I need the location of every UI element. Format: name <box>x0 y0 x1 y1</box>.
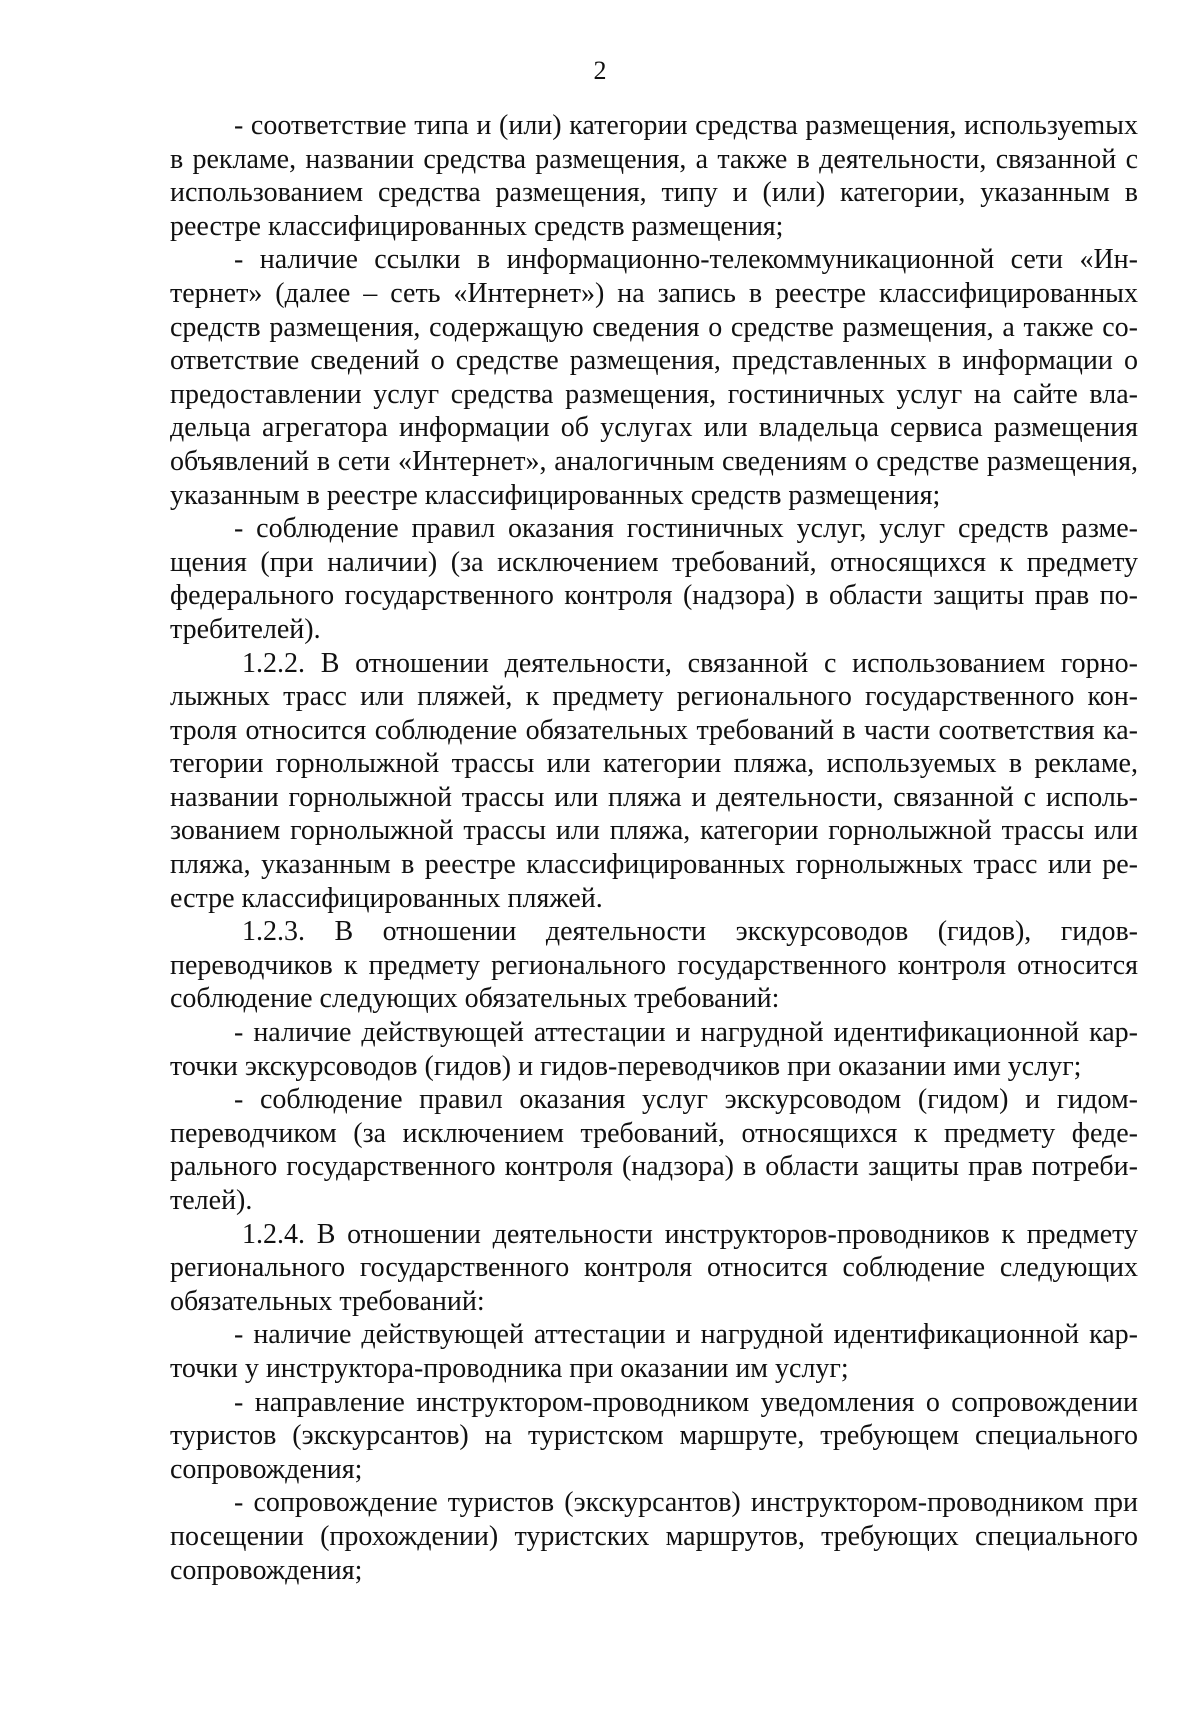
paragraph-guide-rules: - соблюдение правил оказания услуг экскурсоводом (гидом) и гидом-переводчиком (за исключением требований, относящихся к предмету федерального государственного контроля (надзора) в области защиты прав потребителей). <box>170 1084 1138 1216</box>
paragraph-accommodation-category: - соответствие типа и (или) категории средства размещения, используеmых в рекламе, названии средства размещения, а также в деятельности, связанной с использованием средства размещения, типу и (или) категории, указанным в реестре классифицированных средств размещения; <box>170 110 1138 242</box>
page-number: 2 <box>593 56 607 85</box>
paragraph-instructor-escort: - сопровождение туристов (экскурсантов) инструктором-проводником при посещении (прохождении) туристских маршрутов, требующих специального сопровождения; <box>170 1487 1138 1586</box>
paragraph-hotel-rules: - соблюдение правил оказания гостиничных услуг, услуг средств размещения (при наличии) (за исключением требований, относящихся к предмету федерального государственного контроля (надзора) в области защиты прав потребителей). <box>170 513 1138 645</box>
paragraph-internet-link: - наличие ссылки в информационно-телекоммуникационной сети «Интернет» (далее – сеть «Интернет») на запись в реестре классифицированных средств размещения, содержащую сведения о средстве размещения, а также соответствие сведений о средстве размещения, представленных в информации о предоставлении услуг средства размещения, гостиничных услуг на сайте владельца агрегатора информации об услугах или владельца сервиса размещения объявлений в сети «Интернет», аналогичным сведениям о средстве размещения, указанным в реестре классифицированных средств размещения; <box>170 244 1138 511</box>
clause-1-2-3: 1.2.3. В отношении деятельности экскурсоводов (гидов), гидов-переводчиков к предмету регионального государственного контроля относится соблюдение следующих обязательных требований: <box>170 916 1138 1015</box>
paragraph-instructor-notification: - направление инструктором-проводником уведомления о сопровождении туристов (экскурсантов) на туристском маршруте, требующем специального сопровождения; <box>170 1386 1138 1485</box>
paragraph-instructor-attestation: - наличие действующей аттестации и нагрудной идентификационной карточки у инструктора-проводника при оказании им услуг; <box>170 1319 1138 1384</box>
clause-1-2-4: 1.2.4. В отношении деятельности инструкторов-проводников к предмету регионального государственного контроля относится соблюдение следующих обязательных требований: <box>170 1218 1138 1317</box>
paragraph-guide-attestation: - наличие действующей аттестации и нагрудной идентификационной карточки экскурсоводов (гидов) и гидов-переводчиков при оказании ими услуг; <box>170 1017 1138 1082</box>
document-body <box>170 109 1138 1587</box>
clause-1-2-2: 1.2.2. В отношении деятельности, связанной с использованием горнолыжных трасс или пляжей, к предмету регионального государственного контроля относится соблюдение обязательных требований в части соответствия категории горнолыжной трассы или категории пляжа, используемых в рекламе, названии горнолыжной трассы или пляжа и деятельности, связанной с использованием горнолыжной трассы или пляжа, категории горнолыжной трассы или пляжа, указанным в реестре классифицированных горнолыжных трасс или реестре классифицированных пляжей. <box>170 647 1138 914</box>
